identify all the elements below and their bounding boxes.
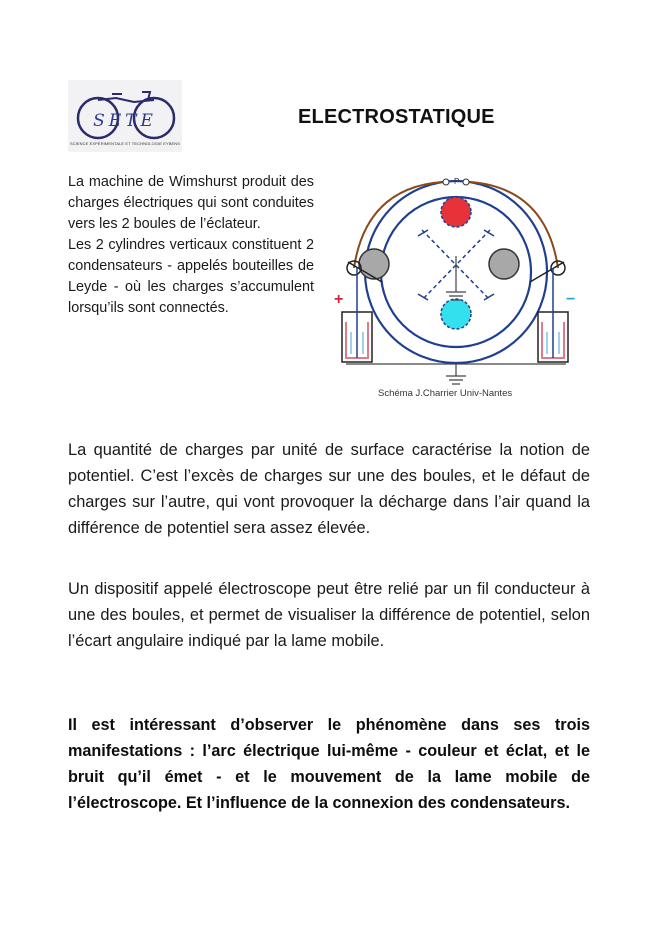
diagram-caption: Schéma J.Charrier Univ-Nantes <box>378 388 513 399</box>
page-title: ELECTROSTATIQUE <box>298 106 495 128</box>
logo-caption: SCIENCE EXPÉRIMENTALE ET TECHNOLOGIE EYBENS <box>69 141 181 146</box>
wimshurst-diagram <box>326 172 590 404</box>
minus-sign: − <box>566 291 576 308</box>
intro-text <box>68 172 314 319</box>
logo <box>68 80 182 152</box>
plus-sign: + <box>334 291 344 308</box>
intro-paragraph-1: La machine de Wimshurst produit des charges électriques qui sont conduites vers les 2 boules de l’éclateur. <box>68 174 314 232</box>
intro-paragraph-2: Les 2 cylindres verticaux constituent 2 condensateurs - appelés bouteilles de Leyde - où les charges s’accumulent lorsqu’ils sont connectés. <box>68 237 314 316</box>
paragraph-electroscope: Un dispositif appelé électroscope peut être relié par un fil conducteur à une des boules, et permet de visualiser la différence de potentiel, selon l’écart angulaire indiqué par la lame mobile. <box>68 580 590 650</box>
paragraph-conclusion: Il est intéressant d’observer le phénomène dans ses trois manifestations : l’arc électrique lui-même - couleur et éclat, et le bruit qu’il émet - et le mouvement de la lame mobile de l’électroscope. Et l’influence de la connexion des condensateurs. <box>68 716 590 812</box>
logo-letters: SETE <box>93 111 157 131</box>
paragraph-potential: La quantité de charges par unité de surface caractérise la notion de potentiel. C’est l’excès de charges sur une des boules, et le défaut de charges sur l’autre, qui vont provoquer la décharge dans l’air quand la différence de potentiel sera assez élevée. <box>68 441 590 537</box>
red-sphere <box>441 197 471 227</box>
wimshurst-schematic-icon <box>326 172 590 404</box>
left-grey-collector <box>359 249 389 279</box>
right-grey-collector <box>489 249 519 279</box>
cyan-sphere <box>441 299 471 329</box>
label-p: P <box>454 177 460 186</box>
